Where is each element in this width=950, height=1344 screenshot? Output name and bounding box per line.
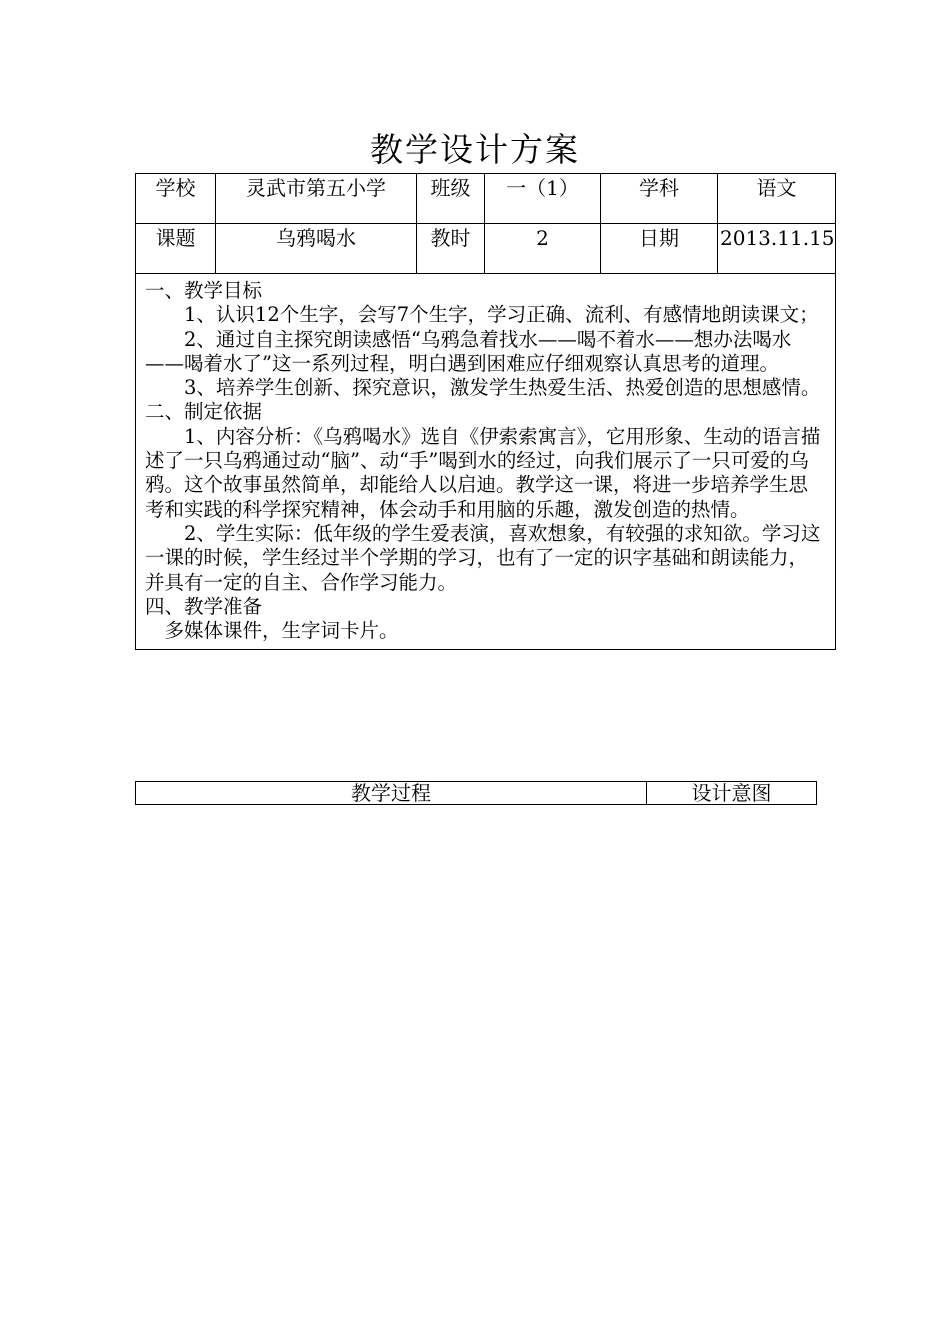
subject-value: 语文 xyxy=(718,174,836,224)
basis-heading: 二、制定依据 xyxy=(145,400,263,424)
hours-value: 2 xyxy=(485,224,601,274)
process-header: 教学过程 xyxy=(136,782,647,805)
school-value: 灵武市第五小学 xyxy=(216,174,417,224)
goal-item: 2、通过自主探究朗读感悟“乌鸦急着找水——喝不着水——想办法喝水——喝着水了”这一系列过程，明白遇到困难应仔细观察认真思考的道理。 xyxy=(145,327,792,375)
table-row xyxy=(136,782,817,805)
goal-item: 3、培养学生创新、探究意识，激发学生热爱生活、热爱创造的思想感情。 xyxy=(184,376,821,400)
goals-heading: 一、教学目标 xyxy=(145,279,263,302)
table-row xyxy=(136,224,836,274)
table-row xyxy=(136,274,836,650)
page-title: 教学设计方案 xyxy=(370,130,580,169)
intent-header: 设计意图 xyxy=(647,782,817,805)
subject-label: 学科 xyxy=(601,174,718,224)
process-table xyxy=(135,781,817,805)
lesson-info-table xyxy=(135,173,836,650)
hours-label: 教时 xyxy=(417,224,485,274)
date-value: 2013.11.15 xyxy=(718,224,836,274)
class-label: 班级 xyxy=(417,174,485,224)
goal-item: 1、认识12个生字，会写7个生字，学习正确、流利、有感情地朗读课文； xyxy=(184,303,819,327)
basis-item: 2、学生实际：低年级的学生爱表演，喜欢想象，有较强的求知欲。学习这一课的时候，学生经过半个学期的学习，也有了一定的识字基础和朗读能力，并具有一定的自主、合作学习能力。 xyxy=(145,521,821,594)
table-row xyxy=(136,174,836,224)
school-label: 学校 xyxy=(136,174,216,224)
lesson-label: 课题 xyxy=(136,224,216,274)
prep-text: 多媒体课件，生字词卡片。 xyxy=(164,619,399,643)
basis-item: 1、内容分析：《乌鸦喝水》选自《伊索索寓言》，它用形象、生动的语言描述了一只乌鸦通过动“脑”、动“手”喝到水的经过，向我们展示了一只可爱的乌鸦。这个故事虽然简单，却能给人以启迪。教学这一课，将进一步培养学生思考和实践的科学探究精神，体会动手和用脑的乐趣，激发创造的热情。 xyxy=(145,424,821,521)
prep-heading: 四、教学准备 xyxy=(145,594,263,618)
lesson-value: 乌鸦喝水 xyxy=(216,224,417,274)
class-value: 一（1） xyxy=(485,174,601,224)
lesson-body xyxy=(136,274,836,650)
date-label: 日期 xyxy=(601,224,718,274)
